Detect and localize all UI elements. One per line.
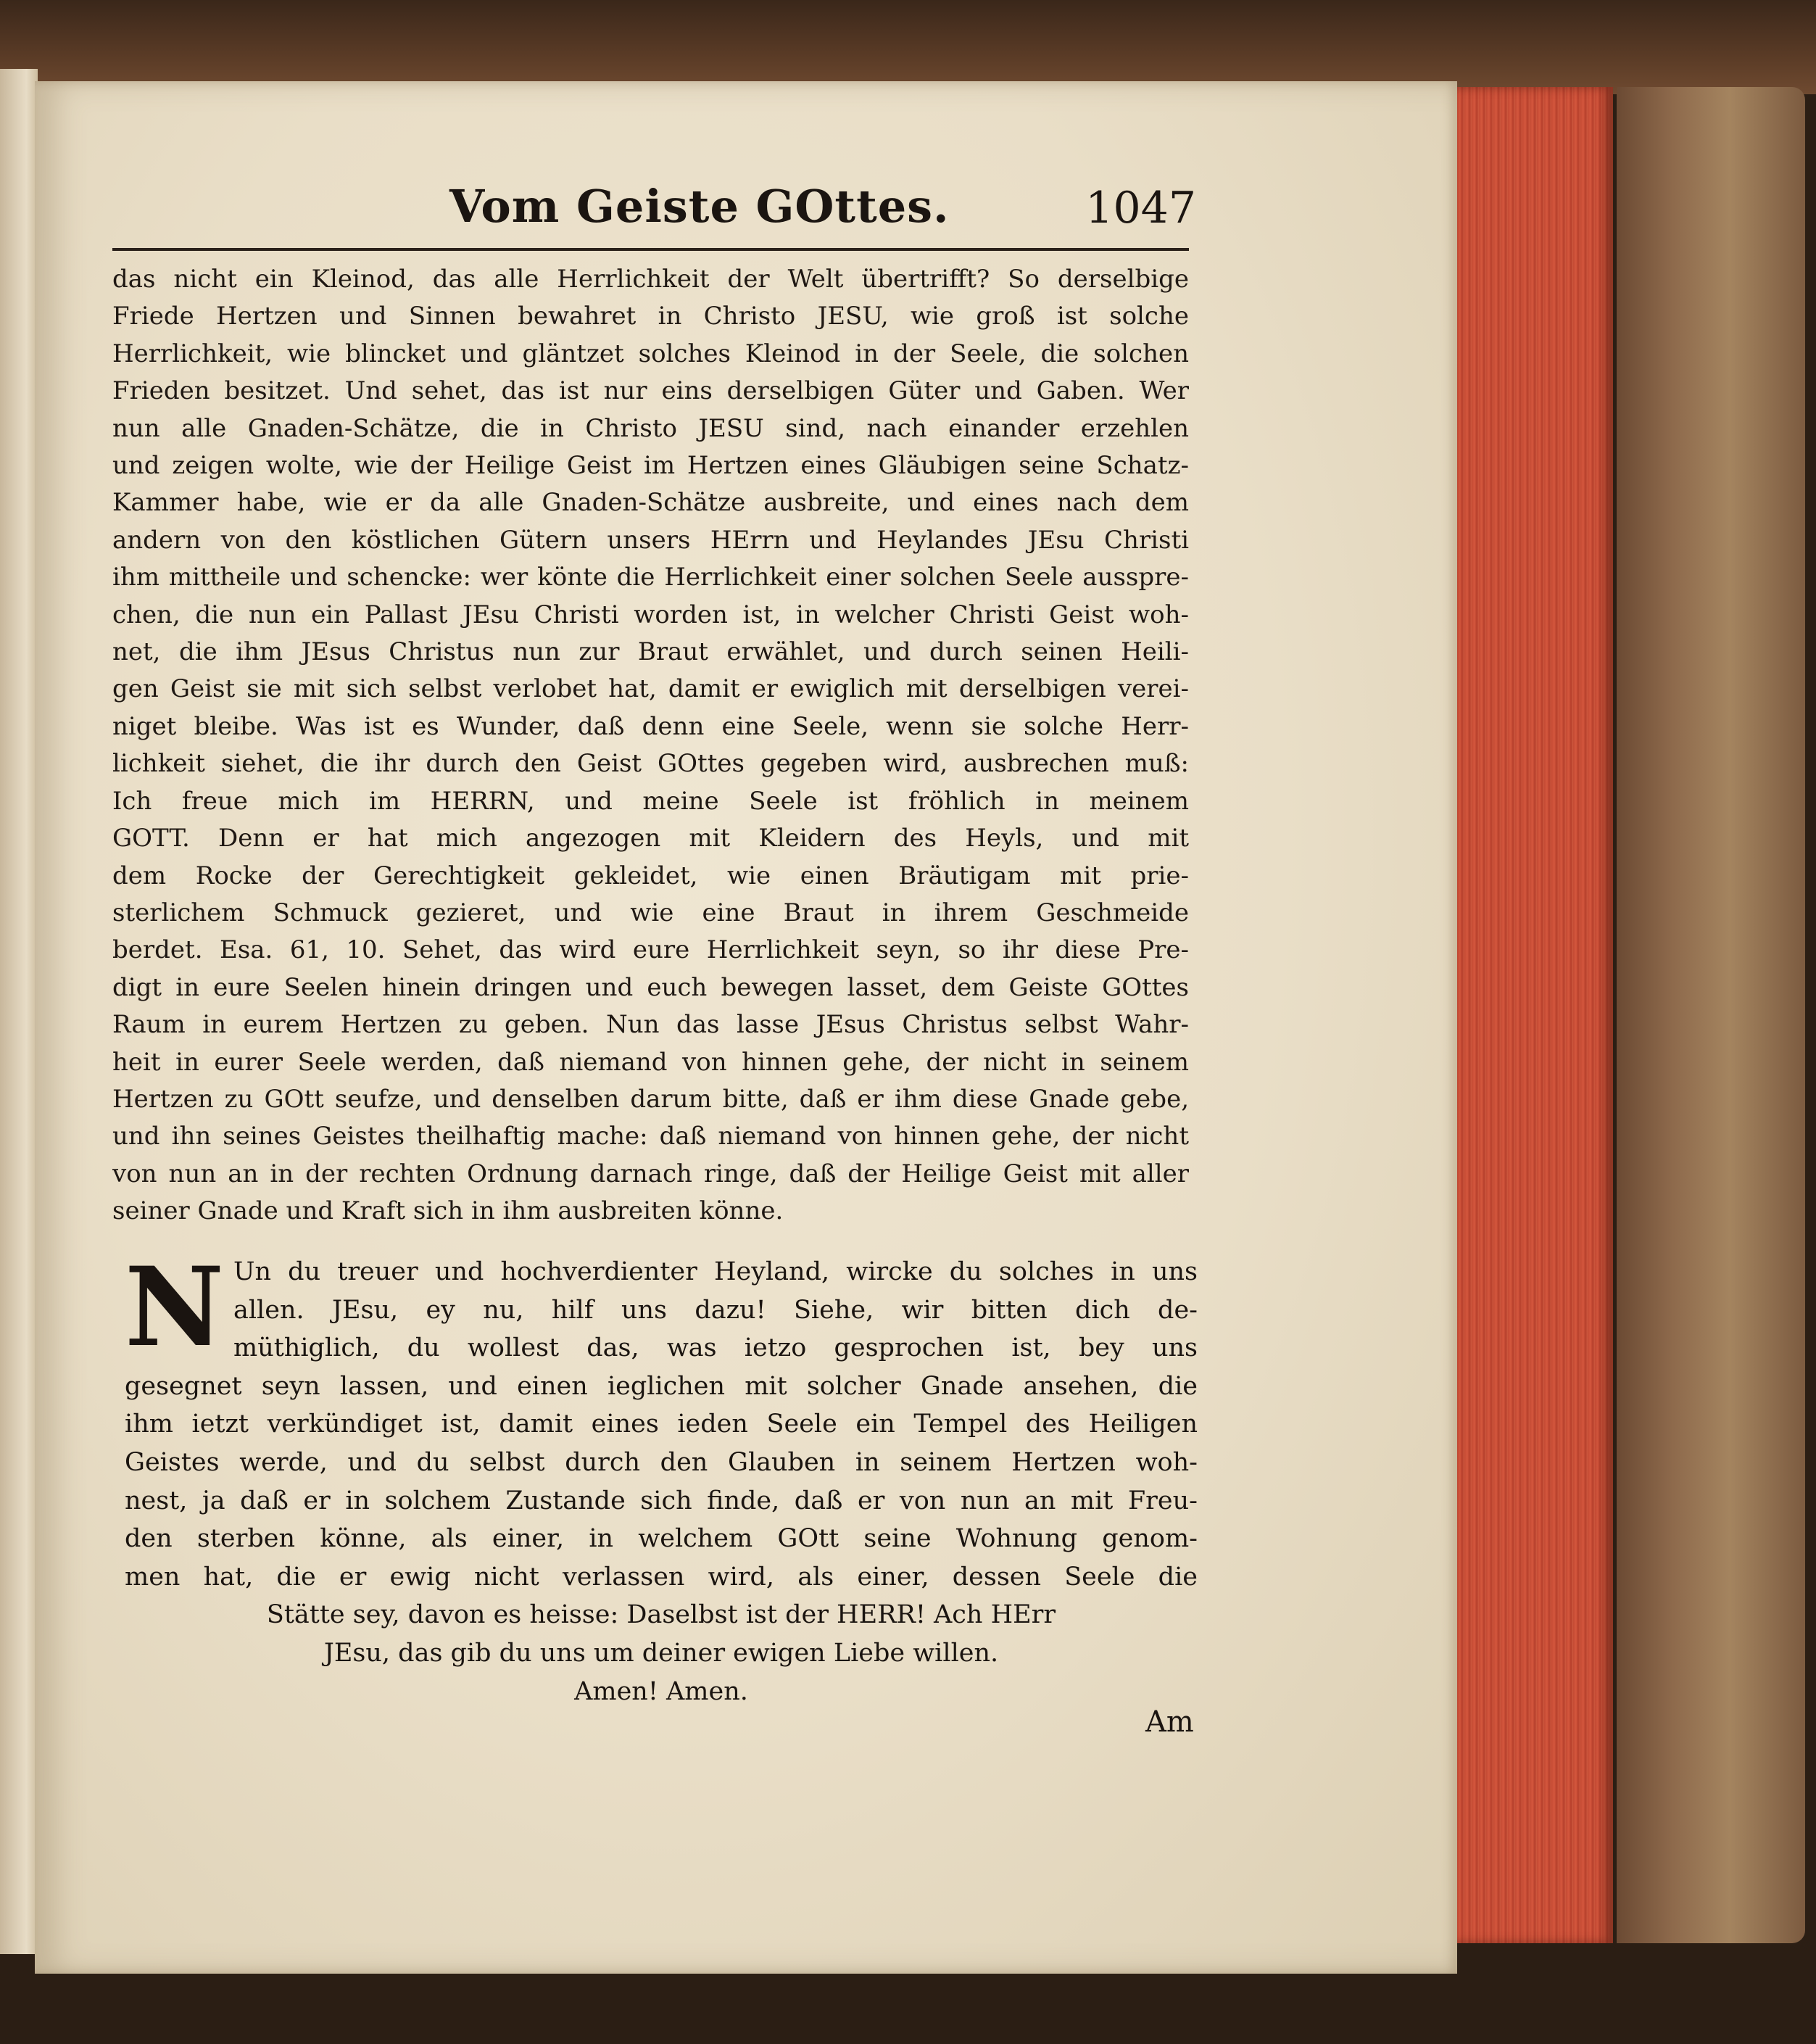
page-number: 1047 [1085, 183, 1196, 233]
text-line: Kammer habe, wie er da alle Gnaden-Schätze ausbreite, und eines nach dem [112, 488, 1189, 518]
text-line: ihm mittheile und schencke: wer könte die Herrlichkeit einer solchen Seele ausspre- [112, 563, 1189, 592]
text-line: sterlichem Schmuck gezieret, und wie eine Braut in ihrem Geschmeide [112, 898, 1189, 927]
text-line: Ich freue mich im HERRN, und meine Seele ist fröhlich in meinem [112, 786, 1189, 816]
facing-page-edge [0, 69, 38, 1954]
red-page-edges [1457, 87, 1613, 1943]
text-line: seiner Gnade und Kraft sich in ihm ausbreiten könne. [112, 1196, 784, 1226]
text-line: Herrlichkeit, wie blincket und gläntzet solches Kleinod in der Seele, die solchen [112, 339, 1189, 368]
prayer-line: Geistes werde, und du selbst durch den Glauben in seinem Hertzen woh- [125, 1447, 1198, 1477]
text-line: und zeigen wolte, wie der Heilige Geist im Hertzen eines Gläubigen seine Schatz- [112, 451, 1189, 481]
page-header [109, 180, 1196, 238]
running-title: Vom Geiste GOttes. [449, 180, 950, 233]
text-line: niget bleibe. Was ist es Wunder, daß denn eine Seele, wenn sie solche Herr- [112, 711, 1189, 741]
prayer-line: nest, ja daß er in solchem Zustande sich finde, daß er von nun an mit Freu- [125, 1486, 1198, 1515]
prayer-line: müthiglich, du wollest das, was ietzo gesprochen ist, bey uns [233, 1333, 1198, 1363]
text-line: chen, die nun ein Pallast JEsu Christi worden ist, in welcher Christi Geist woh- [112, 600, 1189, 629]
prayer-line: Stätte sey, davon es heisse: Daselbst ist der HERR! Ach HErr [266, 1600, 1056, 1630]
text-line: nun alle Gnaden-Schätze, die in Christo JESU sind, nach einander erzehlen [112, 413, 1189, 443]
sermon-text [112, 261, 1189, 1230]
text-line: heit in eurer Seele werden, daß niemand von hinnen gehe, der nicht in seinem [112, 1047, 1189, 1077]
prayer-line: allen. JEsu, ey nu, hilf uns dazu! Siehe, wir bitten dich de- [233, 1295, 1198, 1325]
text-line: lichkeit siehet, die ihr durch den Geist GOttes gegeben wird, ausbrechen muß: [112, 749, 1189, 779]
catchword: Am [1145, 1705, 1194, 1739]
text-line: das nicht ein Kleinod, das alle Herrlichkeit der Welt übertrifft? So derselbige [112, 265, 1189, 294]
text-line: digt in eure Seelen hinein dringen und euch bewegen lasset, dem Geiste GOttes [112, 972, 1189, 1002]
prayer-line: JEsu, das gib du uns um deiner ewigen Liebe willen. [323, 1638, 999, 1668]
prayer-line: gesegnet seyn lassen, und einen ieglichen mit solcher Gnade ansehen, die [125, 1371, 1198, 1401]
text-line: Frieden besitzet. Und sehet, das ist nur eins derselbigen Güter und Gaben. Wer [112, 376, 1189, 406]
text-line: GOTT. Denn er hat mich angezogen mit Kleidern des Heyls, und mit [112, 824, 1189, 853]
text-line: net, die ihm JEsus Christus nun zur Braut erwählet, und durch seinen Heili- [112, 637, 1189, 667]
text-line: berdet. Esa. 61, 10. Sehet, das wird eure Herrlichkeit seyn, so ihr diese Pre- [112, 935, 1189, 965]
text-line: gen Geist sie mit sich selbst verlobet hat, damit er ewiglich mit derselbigen verei- [112, 674, 1189, 704]
book-cover [1617, 87, 1805, 1943]
text-line: Friede Hertzen und Sinnen bewahret in Christo JESU, wie groß ist solche [112, 302, 1189, 331]
header-rule [112, 248, 1189, 251]
prayer-line: ihm ietzt verkündiget ist, damit eines ieden Seele ein Tempel des Heiligen [125, 1410, 1198, 1439]
text-line: andern von den köstlichen Gütern unsers HErrn und Heylandes JEsu Christi [112, 525, 1189, 555]
prayer-amen: Amen! Amen. [574, 1676, 748, 1706]
text-line: Raum in eurem Hertzen zu geben. Nun das lasse JEsus Christus selbst Wahr- [112, 1010, 1189, 1040]
table-background [0, 0, 1816, 94]
prayer-line: den sterben könne, als einer, in welchem GOtt seine Wohnung genom- [125, 1524, 1198, 1554]
text-line: Hertzen zu GOtt seufze, und denselben darum bitte, daß er ihm diese Gnade gebe, [112, 1084, 1189, 1114]
closing-prayer [125, 1244, 1198, 1710]
drop-cap-initial: N [125, 1244, 225, 1371]
text-line: und ihn seines Geistes theilhaftig mache: daß niemand von hinnen gehe, der nicht [112, 1122, 1189, 1151]
prayer-line: men hat, die er ewig nicht verlassen wird, als einer, dessen Seele die [125, 1562, 1198, 1592]
text-line: von nun an in der rechten Ordnung darnach ringe, daß der Heilige Geist mit aller [112, 1159, 1189, 1188]
prayer-line: Un du treuer und hochverdienter Heyland, wircke du solches in uns [233, 1257, 1198, 1286]
text-line: dem Rocke der Gerechtigkeit gekleidet, wie einen Bräutigam mit prie- [112, 861, 1189, 890]
